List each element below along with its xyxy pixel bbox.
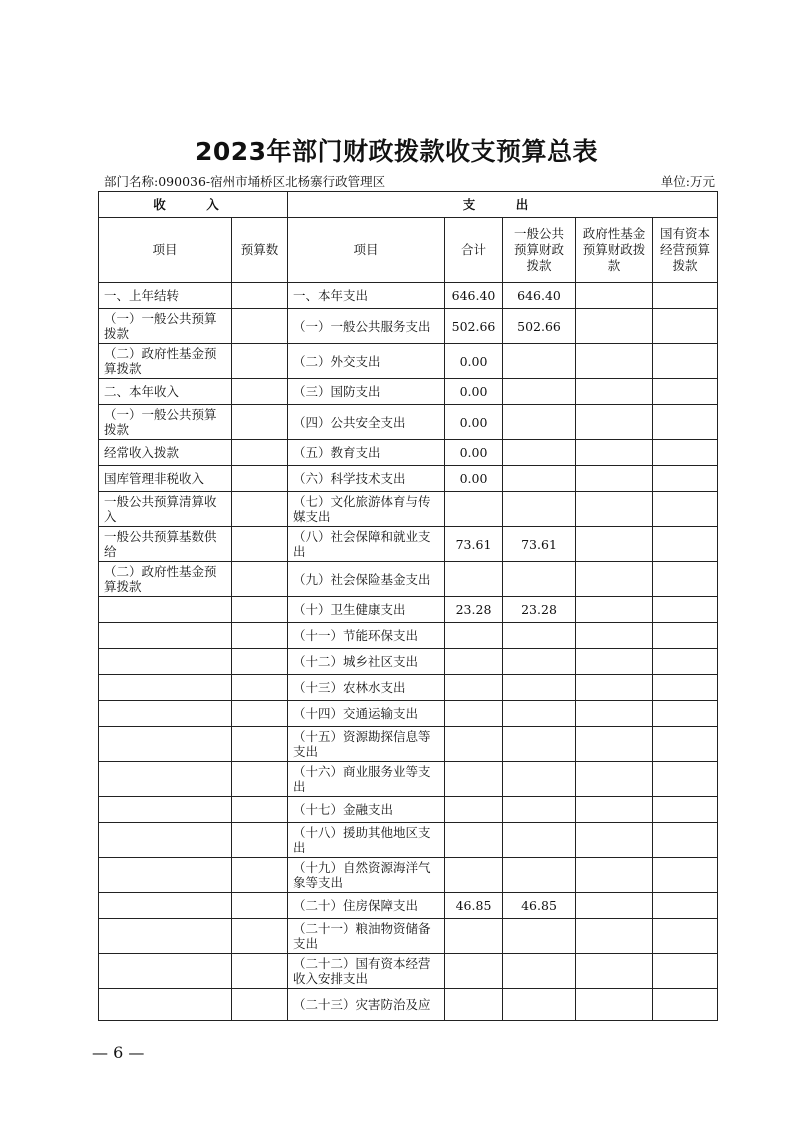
- table-row: [99, 989, 718, 1021]
- table-row: [99, 893, 718, 919]
- expense-item-header: 项目: [288, 218, 445, 283]
- general-budget-cell: [503, 466, 576, 492]
- state-capital-cell: [653, 466, 718, 492]
- expense-item-cell: （十四）交通运输支出: [288, 701, 445, 727]
- table-row: [99, 823, 718, 858]
- table-row: [99, 762, 718, 797]
- expense-item-cell: （六）科学技术支出: [288, 466, 445, 492]
- expense-item-cell: （四）公共安全支出: [288, 405, 445, 440]
- general-budget-header: 一般公共预算财政拨款: [503, 218, 576, 283]
- income-item-cell: [99, 675, 232, 701]
- income-budget-cell: [232, 405, 288, 440]
- expense-item-cell: （十一）节能环保支出: [288, 623, 445, 649]
- income-budget-cell: [232, 623, 288, 649]
- fund-budget-cell: [576, 562, 653, 597]
- income-item-cell: [99, 919, 232, 954]
- income-budget-cell: [232, 701, 288, 727]
- income-budget-cell: [232, 797, 288, 823]
- fund-budget-cell: [576, 309, 653, 344]
- expense-item-cell: （十七）金融支出: [288, 797, 445, 823]
- page-title: 2023年部门财政拨款收支预算总表: [194, 137, 599, 166]
- expense-item-cell: （八）社会保障和就业支出: [288, 527, 445, 562]
- income-item-cell: （一）一般公共预算拨款: [99, 309, 232, 344]
- income-item-header: 项目: [99, 218, 232, 283]
- state-capital-cell: [653, 701, 718, 727]
- general-budget-cell: [503, 823, 576, 858]
- general-budget-cell: 73.61: [503, 527, 576, 562]
- table-row: [99, 623, 718, 649]
- income-budget-cell: [232, 527, 288, 562]
- expense-item-cell: （二十）住房保障支出: [288, 893, 445, 919]
- total-cell: [445, 701, 503, 727]
- income-budget-cell: [232, 283, 288, 309]
- income-budget-cell: [232, 492, 288, 527]
- general-budget-cell: [503, 623, 576, 649]
- expense-item-cell: （二）外交支出: [288, 344, 445, 379]
- income-item-cell: （二）政府性基金预算拨款: [99, 344, 232, 379]
- income-budget-cell: [232, 858, 288, 893]
- income-item-cell: [99, 858, 232, 893]
- total-cell: [445, 858, 503, 893]
- table-row: [99, 858, 718, 893]
- fund-budget-cell: [576, 858, 653, 893]
- income-item-cell: [99, 954, 232, 989]
- total-cell: 46.85: [445, 893, 503, 919]
- state-capital-cell: [653, 823, 718, 858]
- total-cell: [445, 562, 503, 597]
- fund-budget-cell: [576, 492, 653, 527]
- general-budget-cell: [503, 562, 576, 597]
- table-row: [99, 405, 718, 440]
- total-cell: [445, 989, 503, 1021]
- income-item-cell: [99, 597, 232, 623]
- total-cell: 646.40: [445, 283, 503, 309]
- total-cell: [445, 762, 503, 797]
- income-item-cell: 一般公共预算清算收入: [99, 492, 232, 527]
- expense-item-cell: （一）一般公共服务支出: [288, 309, 445, 344]
- budget-table: [98, 191, 718, 1021]
- income-budget-cell: [232, 823, 288, 858]
- total-cell: [445, 623, 503, 649]
- fund-budget-cell: [576, 954, 653, 989]
- expense-item-cell: （五）教育支出: [288, 440, 445, 466]
- fund-budget-cell: [576, 405, 653, 440]
- general-budget-cell: [503, 919, 576, 954]
- income-item-cell: [99, 989, 232, 1021]
- total-cell: [445, 675, 503, 701]
- expense-item-cell: （二十三）灾害防治及应: [288, 989, 445, 1021]
- state-capital-cell: [653, 283, 718, 309]
- column-header-row: [99, 218, 718, 283]
- expense-item-cell: （九）社会保险基金支出: [288, 562, 445, 597]
- expense-item-cell: （十九）自然资源海洋气象等支出: [288, 858, 445, 893]
- fund-budget-cell: [576, 379, 653, 405]
- state-capital-cell: [653, 649, 718, 675]
- fund-budget-header: 政府性基金预算财政拨款: [576, 218, 653, 283]
- unit-label: 单位:万元: [660, 174, 715, 189]
- state-capital-cell: [653, 858, 718, 893]
- income-budget-cell: [232, 762, 288, 797]
- general-budget-cell: [503, 405, 576, 440]
- income-budget-cell: [232, 919, 288, 954]
- state-capital-cell: [653, 309, 718, 344]
- fund-budget-cell: [576, 797, 653, 823]
- general-budget-cell: 46.85: [503, 893, 576, 919]
- income-item-cell: （一）一般公共预算拨款: [99, 405, 232, 440]
- general-budget-cell: [503, 379, 576, 405]
- expense-item-cell: 一、本年支出: [288, 283, 445, 309]
- general-budget-cell: [503, 858, 576, 893]
- state-capital-cell: [653, 379, 718, 405]
- fund-budget-cell: [576, 701, 653, 727]
- total-cell: [445, 492, 503, 527]
- income-item-cell: [99, 623, 232, 649]
- state-capital-cell: [653, 344, 718, 379]
- general-budget-cell: [503, 492, 576, 527]
- expense-item-cell: （十二）城乡社区支出: [288, 649, 445, 675]
- income-budget-cell: [232, 675, 288, 701]
- income-item-cell: [99, 797, 232, 823]
- total-cell: 23.28: [445, 597, 503, 623]
- table-row: [99, 649, 718, 675]
- income-item-cell: 一、上年结转: [99, 283, 232, 309]
- fund-budget-cell: [576, 762, 653, 797]
- income-item-cell: 经常收入拨款: [99, 440, 232, 466]
- state-capital-cell: [653, 492, 718, 527]
- expense-item-cell: （十三）农林水支出: [288, 675, 445, 701]
- department-name: 部门名称:090036-宿州市埇桥区北杨寨行政管理区: [104, 174, 386, 189]
- expense-item-cell: （七）文化旅游体育与传媒支出: [288, 492, 445, 527]
- state-capital-cell: [653, 797, 718, 823]
- state-capital-cell: [653, 919, 718, 954]
- state-capital-cell: [653, 893, 718, 919]
- income-section-header: 收 入: [99, 192, 288, 218]
- page-number: — 6 —: [92, 1043, 145, 1062]
- income-item-cell: （二）政府性基金预算拨款: [99, 562, 232, 597]
- income-budget-cell: [232, 466, 288, 492]
- state-capital-cell: [653, 623, 718, 649]
- general-budget-cell: [503, 762, 576, 797]
- general-budget-cell: [503, 649, 576, 675]
- fund-budget-cell: [576, 989, 653, 1021]
- state-capital-header: 国有资本经营预算拨款: [653, 218, 718, 283]
- total-cell: 0.00: [445, 379, 503, 405]
- total-cell: 502.66: [445, 309, 503, 344]
- fund-budget-cell: [576, 344, 653, 379]
- state-capital-cell: [653, 440, 718, 466]
- state-capital-cell: [653, 527, 718, 562]
- expense-item-cell: （三）国防支出: [288, 379, 445, 405]
- total-cell: 0.00: [445, 440, 503, 466]
- state-capital-cell: [653, 405, 718, 440]
- table-row: [99, 344, 718, 379]
- income-item-cell: [99, 893, 232, 919]
- income-budget-cell: [232, 954, 288, 989]
- state-capital-cell: [653, 954, 718, 989]
- fund-budget-cell: [576, 727, 653, 762]
- general-budget-cell: 23.28: [503, 597, 576, 623]
- income-budget-cell: [232, 727, 288, 762]
- total-cell: 0.00: [445, 405, 503, 440]
- general-budget-cell: [503, 954, 576, 989]
- income-item-cell: [99, 727, 232, 762]
- total-cell: [445, 727, 503, 762]
- state-capital-cell: [653, 989, 718, 1021]
- income-item-cell: [99, 649, 232, 675]
- expense-item-cell: （二十二）国有资本经营收入安排支出: [288, 954, 445, 989]
- general-budget-cell: [503, 701, 576, 727]
- expense-item-cell: （十六）商业服务业等支出: [288, 762, 445, 797]
- total-cell: 0.00: [445, 466, 503, 492]
- fund-budget-cell: [576, 527, 653, 562]
- state-capital-cell: [653, 597, 718, 623]
- income-item-cell: 一般公共预算基数供给: [99, 527, 232, 562]
- table-row: [99, 701, 718, 727]
- fund-budget-cell: [576, 623, 653, 649]
- section-header-row: [99, 192, 718, 218]
- table-row: [99, 309, 718, 344]
- income-budget-cell: [232, 893, 288, 919]
- table-row: [99, 440, 718, 466]
- income-item-cell: [99, 762, 232, 797]
- total-cell: [445, 954, 503, 989]
- general-budget-cell: 502.66: [503, 309, 576, 344]
- general-budget-cell: [503, 727, 576, 762]
- general-budget-cell: [503, 797, 576, 823]
- table-row: [99, 797, 718, 823]
- fund-budget-cell: [576, 283, 653, 309]
- expense-item-cell: （十八）援助其他地区支出: [288, 823, 445, 858]
- income-budget-cell: [232, 989, 288, 1021]
- general-budget-cell: 646.40: [503, 283, 576, 309]
- total-cell: 73.61: [445, 527, 503, 562]
- fund-budget-cell: [576, 597, 653, 623]
- table-row: [99, 727, 718, 762]
- table-row: [99, 379, 718, 405]
- table-row: [99, 675, 718, 701]
- income-budget-cell: [232, 649, 288, 675]
- expense-item-cell: （十）卫生健康支出: [288, 597, 445, 623]
- income-budget-cell: [232, 379, 288, 405]
- total-cell: [445, 797, 503, 823]
- income-budget-header: 预算数: [232, 218, 288, 283]
- total-header: 合计: [445, 218, 503, 283]
- general-budget-cell: [503, 440, 576, 466]
- general-budget-cell: [503, 989, 576, 1021]
- table-row: [99, 492, 718, 527]
- income-item-cell: [99, 823, 232, 858]
- fund-budget-cell: [576, 919, 653, 954]
- table-row: [99, 562, 718, 597]
- state-capital-cell: [653, 675, 718, 701]
- fund-budget-cell: [576, 649, 653, 675]
- table-row: [99, 597, 718, 623]
- fund-budget-cell: [576, 675, 653, 701]
- income-budget-cell: [232, 562, 288, 597]
- general-budget-cell: [503, 344, 576, 379]
- total-cell: [445, 649, 503, 675]
- income-item-cell: [99, 701, 232, 727]
- fund-budget-cell: [576, 466, 653, 492]
- income-item-cell: 国库管理非税收入: [99, 466, 232, 492]
- expense-section-header: 支 出: [288, 192, 718, 218]
- state-capital-cell: [653, 727, 718, 762]
- expense-item-cell: （十五）资源勘探信息等支出: [288, 727, 445, 762]
- income-budget-cell: [232, 440, 288, 466]
- expense-item-cell: （二十一）粮油物资储备支出: [288, 919, 445, 954]
- state-capital-cell: [653, 562, 718, 597]
- income-budget-cell: [232, 344, 288, 379]
- table-row: [99, 283, 718, 309]
- table-row: [99, 466, 718, 492]
- state-capital-cell: [653, 762, 718, 797]
- total-cell: [445, 823, 503, 858]
- income-budget-cell: [232, 309, 288, 344]
- fund-budget-cell: [576, 823, 653, 858]
- income-budget-cell: [232, 597, 288, 623]
- table-row: [99, 954, 718, 989]
- general-budget-cell: [503, 675, 576, 701]
- fund-budget-cell: [576, 893, 653, 919]
- table-row: [99, 527, 718, 562]
- fund-budget-cell: [576, 440, 653, 466]
- total-cell: 0.00: [445, 344, 503, 379]
- total-cell: [445, 919, 503, 954]
- income-item-cell: 二、本年收入: [99, 379, 232, 405]
- table-row: [99, 919, 718, 954]
